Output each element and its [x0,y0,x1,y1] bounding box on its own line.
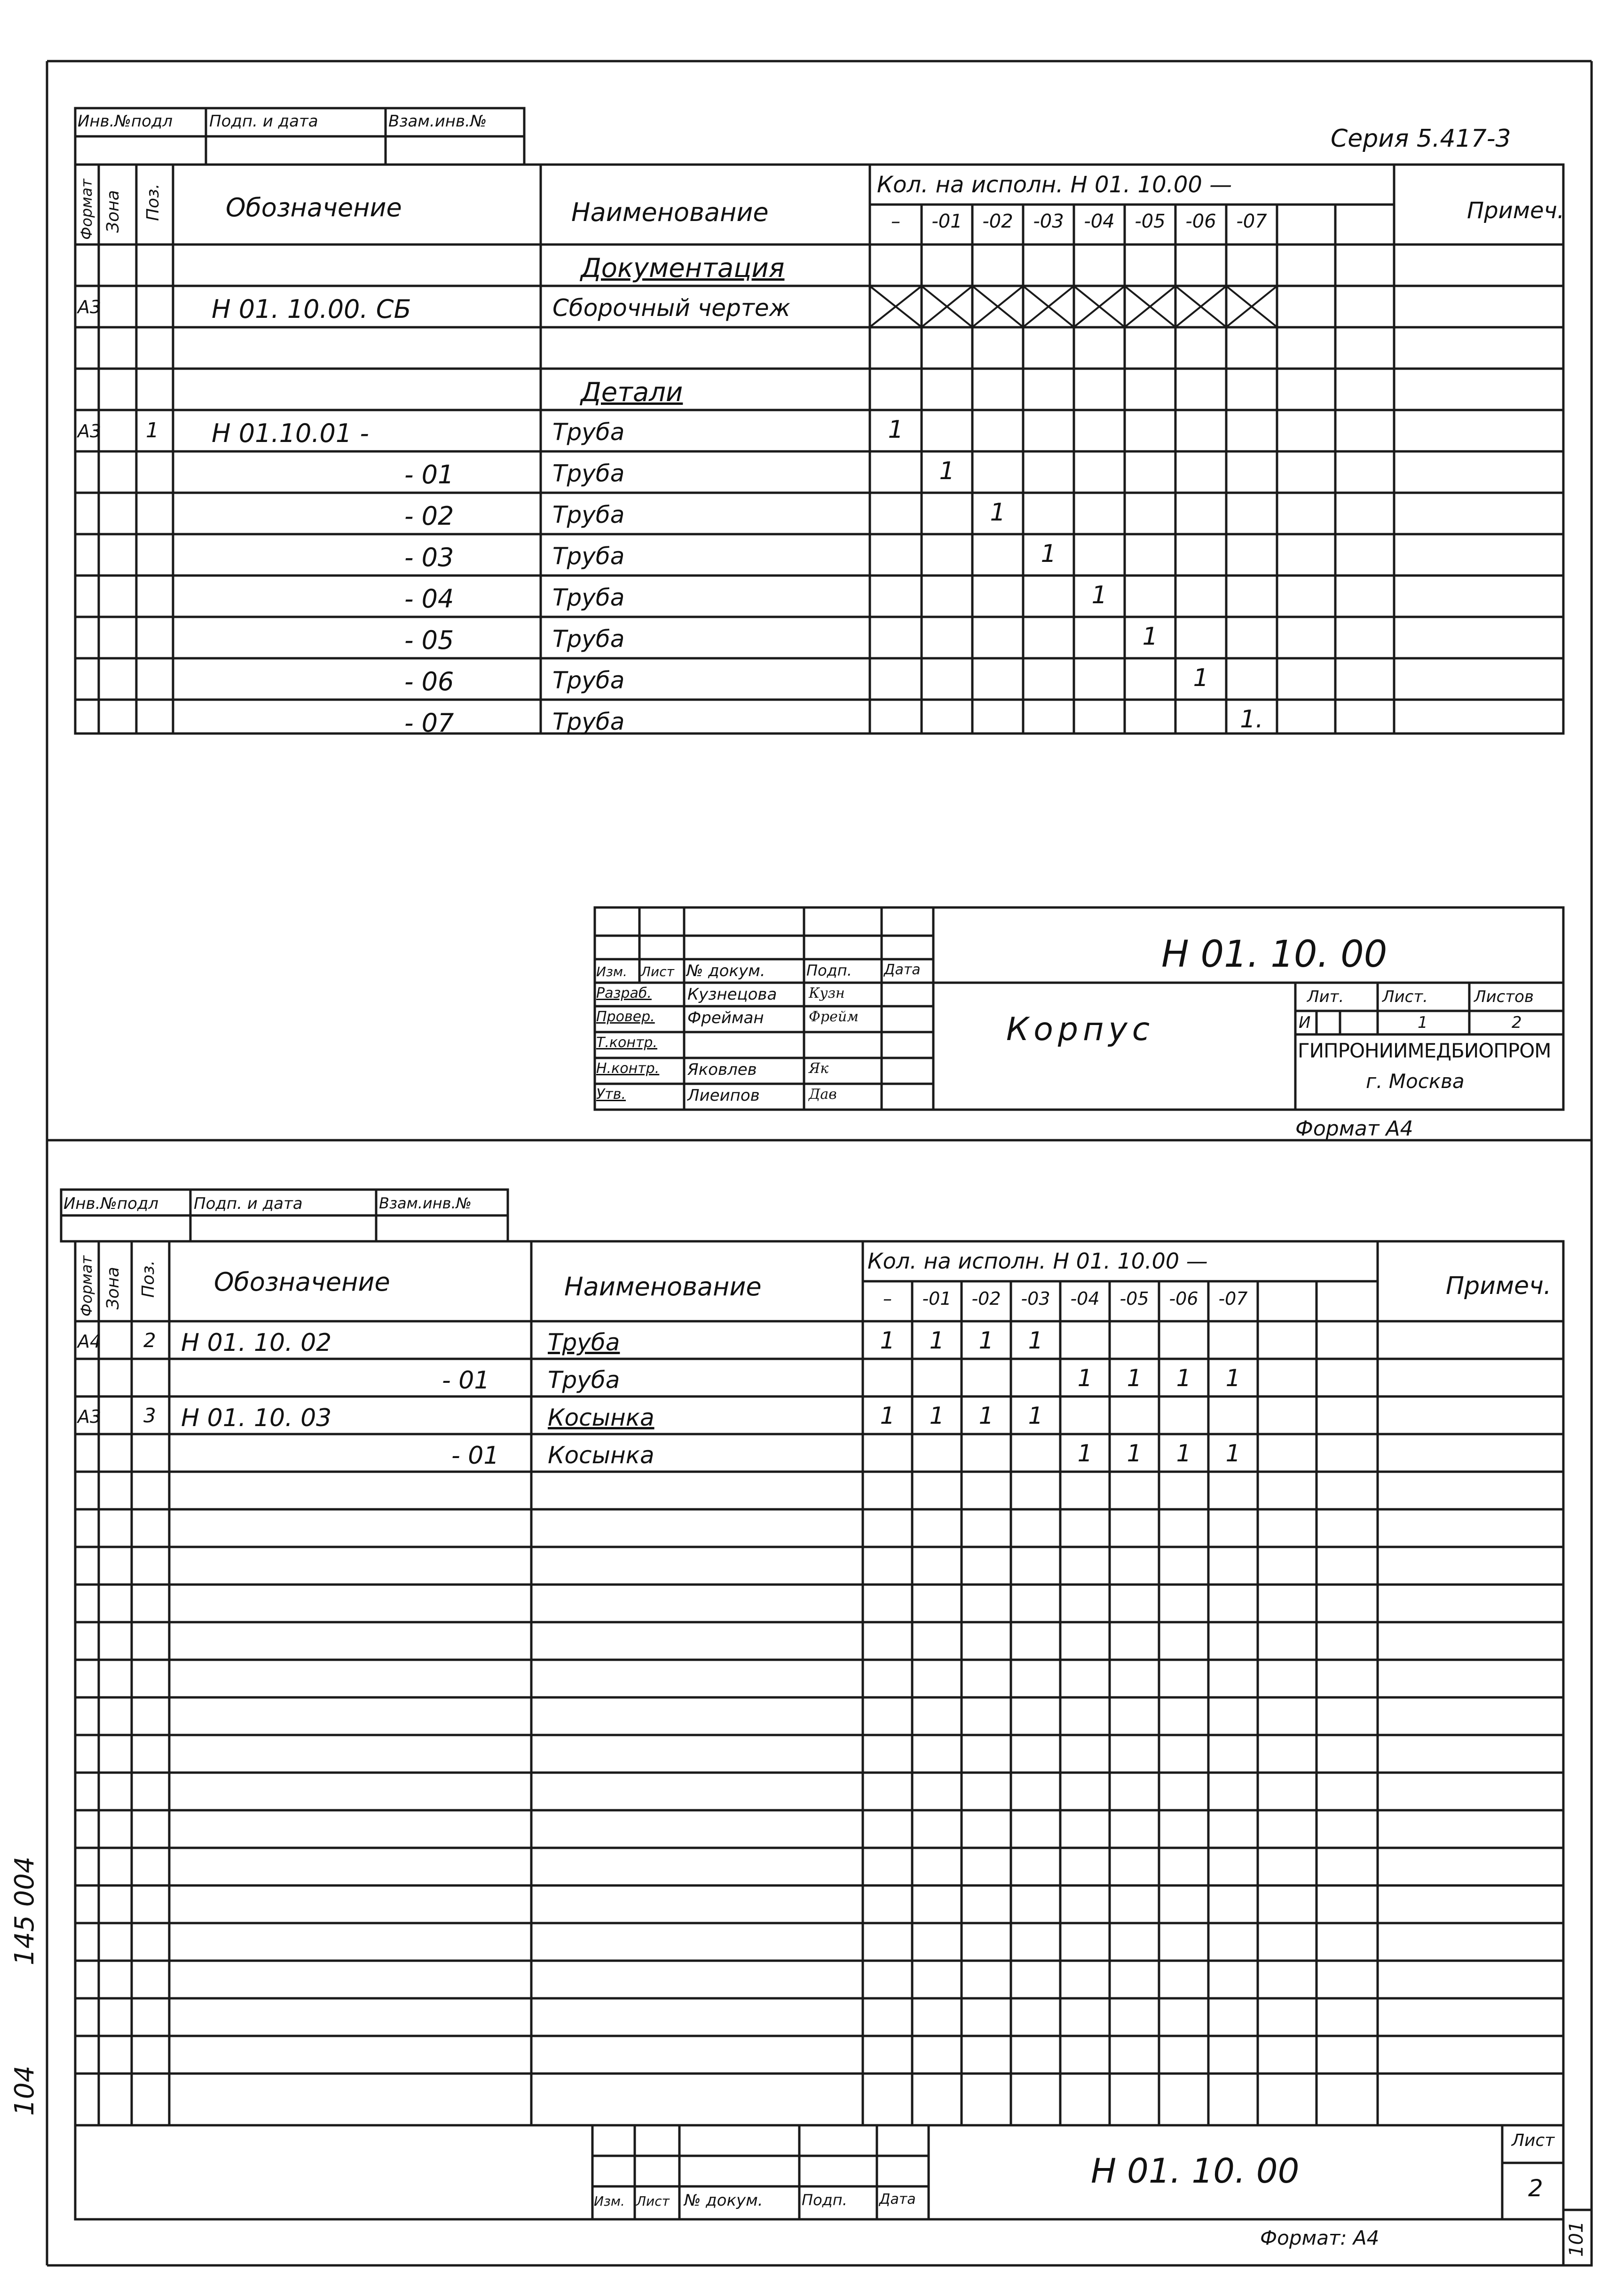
qty-col-header-2: -07 [1218,1288,1248,1309]
tb2-list: Лист [636,2193,670,2209]
row-format: А3 [78,421,102,442]
tb1-role: Утв. [596,1086,626,1103]
row2-format: А4 [78,1331,102,1352]
header2-format: Формат [78,1255,95,1317]
row2-qty: 1 [929,1327,945,1354]
tb1-signature: Як [809,1060,829,1077]
tb1-lit-label: Лит. [1307,987,1344,1006]
row-name: Труба [552,667,625,694]
tb1-city: г. Москва [1366,1070,1465,1093]
header2-zona: Зона [103,1267,123,1309]
header-poz: Поз. [143,183,163,221]
header-kol-title: Кол. на исполн. Н 01. 10.00 — [877,172,1232,198]
qty-col-header-2: -03 [1021,1288,1050,1309]
header-naimenovanie: Наименование [571,197,769,227]
row2-name: Труба [548,1329,620,1356]
row-name: Труба [552,460,625,487]
tb2-list-value: 2 [1528,2175,1543,2202]
row-qty: 1. [1240,705,1263,733]
tb1-person: Фрейман [687,1009,764,1027]
tb1-designation: Н 01. 10. 00 [1161,933,1387,976]
qty-col-header: -04 [1084,211,1115,232]
row2-qty: 1 [978,1327,994,1354]
row-format: А3 [78,297,102,317]
tb1-role: Н.контр. [596,1060,660,1077]
tb1-person: Кузнецова [687,985,777,1004]
tb1-data: Дата [884,962,921,978]
tb2-ndokum: № докум. [684,2191,763,2210]
row2-name: Труба [548,1366,620,1394]
header-primech: Примеч. [1467,197,1565,224]
row-name: Труба [552,543,625,570]
tb1-org: ГИПРОНИИМЕДБИОПРОМ [1298,1039,1551,1062]
qty-col-header-2: -05 [1119,1288,1149,1309]
header-zona: Зона [103,190,123,233]
sheet2-format: Формат: А4 [1260,2226,1380,2249]
header2-oboznachenie: Обозначение [214,1267,390,1297]
tb2-list-label: Лист [1512,2131,1555,2150]
row-name: Документация [581,253,785,284]
row2-qty: 1 [1176,1440,1191,1467]
row2-poz: 3 [143,1404,156,1427]
row2-qty: 1 [1028,1402,1043,1429]
header2-primech: Примеч. [1446,1272,1552,1300]
stamp-podp-data: Подп. и дата [209,112,318,131]
tb2-izm: Изм. [594,2193,625,2209]
tb1-ndokum: № докум. [686,962,765,980]
row-qty: 1 [1091,581,1107,609]
series-label: Серия 5.417-3 [1331,125,1511,153]
row-qty: 1 [1041,540,1056,568]
tb1-listov-value: 2 [1512,1013,1522,1032]
tb1-list-label: Лист. [1382,987,1428,1006]
row-designation: - 06 [404,667,454,696]
header2-poz: Поз. [139,1260,158,1298]
side-number: 104 [9,2066,40,2116]
header-format: Формат [78,179,95,240]
stamp-inv-podl: Инв.№подл [78,112,173,131]
tb1-person: Яковлев [687,1060,757,1079]
row-name: Труба [552,418,625,446]
qty-col-header: – [891,211,900,232]
row-designation: - 07 [404,708,454,738]
tb1-role: Разраб. [596,985,652,1002]
qty-col-header: -01 [931,211,962,232]
row-qty: 1 [990,498,1006,527]
qty-col-header-2: -01 [922,1288,952,1309]
row2-qty: 1 [1028,1327,1043,1354]
row2-poz: 2 [143,1329,156,1352]
stamp2-podp-data: Подп. и дата [194,1194,303,1213]
row2-qty: 1 [880,1327,895,1354]
qty-col-header: -05 [1135,211,1166,232]
row2-sub-designation: - 01 [442,1366,490,1395]
tb1-signature: Кузн [809,985,845,1002]
row2-qty: 1 [929,1402,945,1429]
row-designation: - 01 [404,460,454,489]
row-designation: - 04 [404,584,454,614]
row2-qty: 1 [1127,1440,1142,1467]
row-designation: - 02 [404,501,454,531]
row-name: Труба [552,501,625,528]
qty-col-header-2: -06 [1169,1288,1198,1309]
row-name: Сборочный чертеж [552,294,790,322]
tb1-person: Лиеипов [687,1086,760,1105]
row-name: Труба [552,584,625,611]
qty-col-header: -02 [982,211,1013,232]
stamp2-inv-podl: Инв.№подл [63,1194,159,1213]
qty-col-header: -07 [1236,211,1267,232]
row-qty: 1 [939,457,955,485]
row2-qty: 1 [1225,1440,1241,1467]
row2-qty: 1 [1225,1364,1241,1392]
row2-name: Косынка [548,1404,654,1431]
row2-sub-designation: - 01 [451,1442,499,1470]
row-qty: 1 [1193,664,1209,692]
tb2-designation: Н 01. 10. 00 [1091,2151,1300,2191]
row2-format: А3 [78,1406,102,1427]
row-qty: 1 [888,416,904,444]
header2-naimenovanie: Наименование [564,1272,762,1301]
row-name: Труба [552,708,625,735]
sheet1-format: Формат А4 [1295,1117,1413,1141]
row2-qty: 1 [978,1402,994,1429]
row-designation: Н 01.10.01 - [212,418,369,448]
row2-qty: 1 [880,1402,895,1429]
row-name: Труба [552,625,625,653]
header-oboznachenie: Обозначение [226,193,402,222]
row2-designation: Н 01. 10. 02 [181,1329,332,1357]
qty-col-header-2: – [883,1288,892,1309]
qty-col-header: -06 [1185,211,1216,232]
tb1-list-value: 1 [1418,1013,1428,1032]
tb1-list: Лист [641,964,674,979]
tb1-listov-label: Листов [1474,987,1534,1006]
tb1-role: Провер. [596,1009,655,1025]
tb1-signature: Дав [809,1086,837,1103]
tb2-podp: Подп. [802,2191,847,2209]
tb1-signature: Фрейм [809,1009,859,1025]
stamp-vzam-inv: Взам.инв.№ [388,112,487,131]
side-inv-number: 145 004 [9,1856,40,1965]
row2-designation: Н 01. 10. 03 [181,1404,332,1432]
page-number: 101 [1566,2221,1587,2257]
row-name: Детали [581,377,683,408]
tb1-izm: Изм. [596,964,627,979]
row-designation: Н 01. 10.00. СБ [212,294,411,324]
row-designation: - 03 [404,543,454,572]
qty-col-header-2: -02 [971,1288,1001,1309]
qty-col-header: -03 [1033,211,1064,232]
tb1-role: Т.контр. [596,1034,658,1051]
row2-name: Косынка [548,1442,654,1469]
qty-col-header-2: -04 [1070,1288,1100,1309]
row-designation: - 05 [404,625,454,655]
row-poz: 1 [146,418,159,442]
row2-qty: 1 [1127,1364,1142,1392]
tb1-name: Корпус [1006,1011,1155,1048]
row2-qty: 1 [1077,1364,1093,1392]
header2-kol-title: Кол. на исполн. Н 01. 10.00 — [867,1248,1208,1274]
tb2-data: Дата [879,2191,916,2208]
stamp2-vzam-inv: Взам.инв.№ [379,1194,472,1212]
tb1-lit-value: И [1299,1013,1311,1032]
row2-qty: 1 [1176,1364,1191,1392]
row-qty: 1 [1142,623,1158,651]
tb1-podp: Подп. [806,962,852,979]
row2-qty: 1 [1077,1440,1093,1467]
